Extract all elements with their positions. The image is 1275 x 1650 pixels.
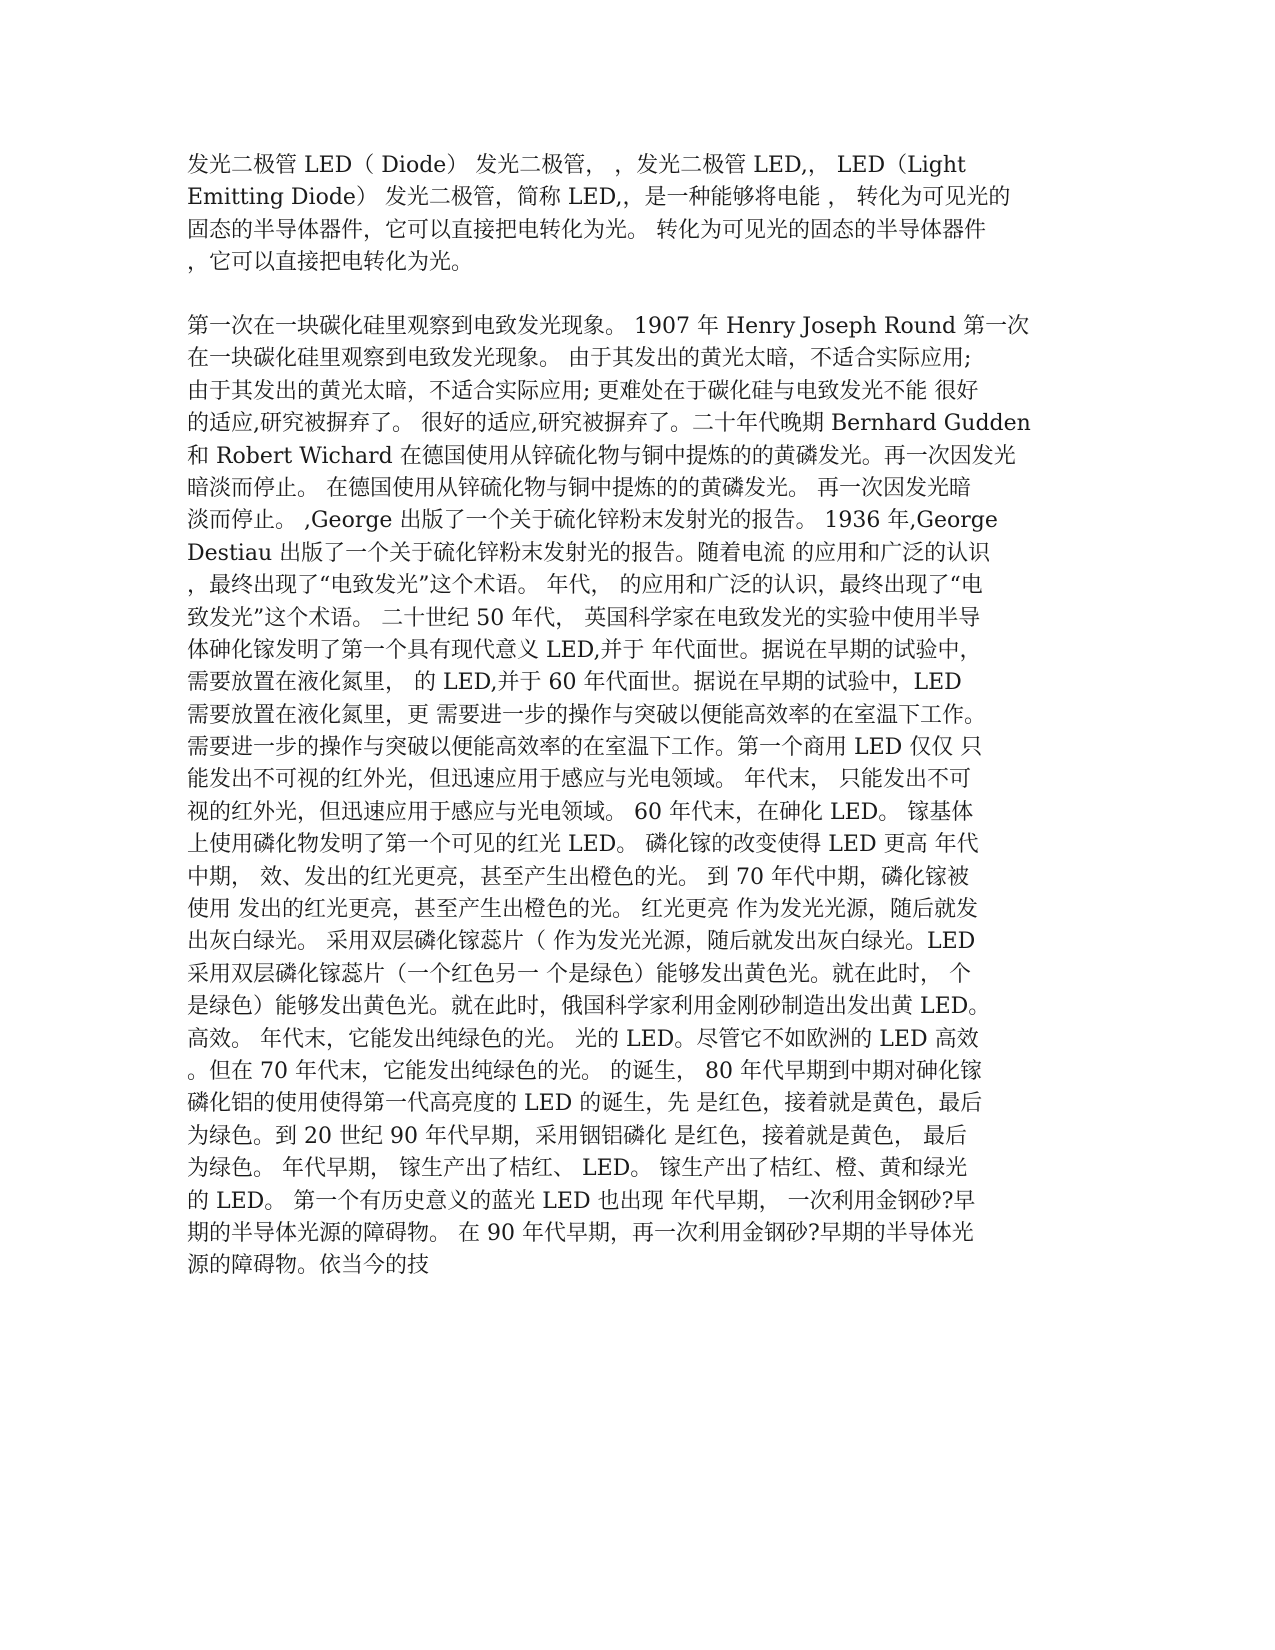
text-line: 出灰白绿光。 采用双层磷化镓蕊片（ 作为发光光源，随后就发出灰白绿光。LED — [187, 929, 976, 955]
text-line: 源的障碍物。依当今的技 — [187, 1253, 430, 1279]
text-line: ，它可以直接把电转化为光。 — [187, 250, 474, 276]
text-line: 能发出不可视的红外光，但迅速应用于感应与光电领域。 年代末， 只能发出不可 — [187, 767, 971, 793]
text-line: 和 Robert Wichard 在德国使用从锌硫化物与铜中提炼的的黄磷发光。再一次因发光 — [187, 443, 1016, 469]
text-line: 需要放置在液化氮里，更 需要进一步的操作与突破以便能高效率的在室温下工作。 — [187, 702, 986, 728]
text-line: 由于其发出的黄光太暗，不适合实际应用; 更难处在于碳化硅与电致发光不能 很好 — [187, 378, 979, 404]
text-line: 是绿色）能够发出黄色光。就在此时，俄国科学家利用金刚砂制造出发出黄 LED。 — [187, 994, 991, 1020]
text-line: 。但在 70 年代末，它能发出纯绿色的光。 的诞生， 80 年代早期到中期对砷化镓 — [187, 1058, 982, 1084]
text-line: 致发光”这个术语。 二十世纪 50 年代， 英国科学家在电致发光的实验中使用半导 — [187, 605, 981, 631]
text-line: 的适应,研究被摒弃了。 很好的适应,研究被摒弃了。二十年代晚期 Bernhard Gudden — [187, 411, 1031, 437]
text-line: 发光二极管 LED（ Diode） 发光二极管， ，发光二极管 LED,， LED（Light — [187, 153, 966, 178]
text-line: 中期， 效、发出的红光更亮，甚至产生出橙色的光。 到 70 年代中期，磷化镓被 — [187, 864, 969, 890]
text-line: 第一次在一块碳化硅里观察到电致发光现象。 1907 年 Henry Joseph Round 第一次 — [187, 314, 1030, 339]
text-line: 体砷化镓发明了第一个具有现代意义 LED,并于 年代面世。据说在早期的试验中， — [187, 637, 982, 663]
text-line: 固态的半导体器件，它可以直接把电转化为光。 转化为可见光的固态的半导体器件 — [187, 217, 986, 243]
paragraph-intro — [187, 150, 1087, 280]
text-line: 暗淡而停止。 在德国使用从锌硫化物与铜中提炼的的黄磷发光。 再一次因发光暗 — [187, 475, 971, 501]
text-line: 期的半导体光源的障碍物。 在 90 年代早期，再一次利用金钢砂?早期的半导体光 — [187, 1220, 974, 1246]
text-line: 在一块碳化硅里观察到电致发光现象。 由于其发出的黄光太暗，不适合实际应用; — [187, 346, 972, 372]
text-line: ，最终出现了“电致发光”这个术语。 年代， 的应用和广泛的认识，最终出现了“电 — [187, 573, 983, 599]
text-line: 使用 发出的红光更亮，甚至产生出橙色的光。 红光更亮 作为发光光源，随后就发 — [187, 897, 978, 923]
text-line: 为绿色。 年代早期， 镓生产出了桔红、 LED。 镓生产出了桔红、橙、黄和绿光 — [187, 1156, 968, 1182]
text-line: 磷化铝的使用使得第一代高亮度的 LED 的诞生，先 是红色，接着就是黄色，最后 — [187, 1091, 983, 1117]
text-line: 高效。 年代末，它能发出纯绿色的光。 光的 LED。尽管它不如欧洲的 LED 高效 — [187, 1026, 979, 1052]
text-line: 上使用磷化物发明了第一个可见的红光 LED。 磷化镓的改变使得 LED 更高 年代 — [187, 832, 979, 858]
text-line: 为绿色。到 20 世纪 90 年代早期，采用铟铝磷化 是红色，接着就是黄色， 最后 — [187, 1123, 967, 1149]
text-line: 需要放置在液化氮里， 的 LED,并于 60 年代面世。据说在早期的试验中，LED — [187, 670, 962, 696]
text-line: 的 LED。 第一个有历史意义的蓝光 LED 也出现 年代早期， 一次利用金钢砂?早 — [187, 1188, 976, 1214]
text-line: 需要进一步的操作与突破以便能高效率的在室温下工作。第一个商用 LED 仅仅 只 — [187, 735, 983, 761]
text-line: 采用双层磷化镓蕊片（一个红色另一 个是绿色）能够发出黄色光。就在此时， 个 — [187, 961, 971, 987]
text-line: 视的红外光，但迅速应用于感应与光电领域。 60 年代末，在砷化 LED。 镓基体 — [187, 799, 974, 825]
text-line: Emitting Diode） 发光二极管，简称 LED,，是一种能够将电能 ， 转化为可见光的 — [187, 185, 1011, 211]
text-line: Destiau 出版了一个关于硫化锌粉末发射光的报告。随着电流 的应用和广泛的认识 — [187, 540, 991, 566]
paragraph-history — [187, 311, 1087, 1283]
text-line: 淡而停止。 ,George 出版了一个关于硫化锌粉末发射光的报告。 1936 年,George — [187, 508, 998, 534]
